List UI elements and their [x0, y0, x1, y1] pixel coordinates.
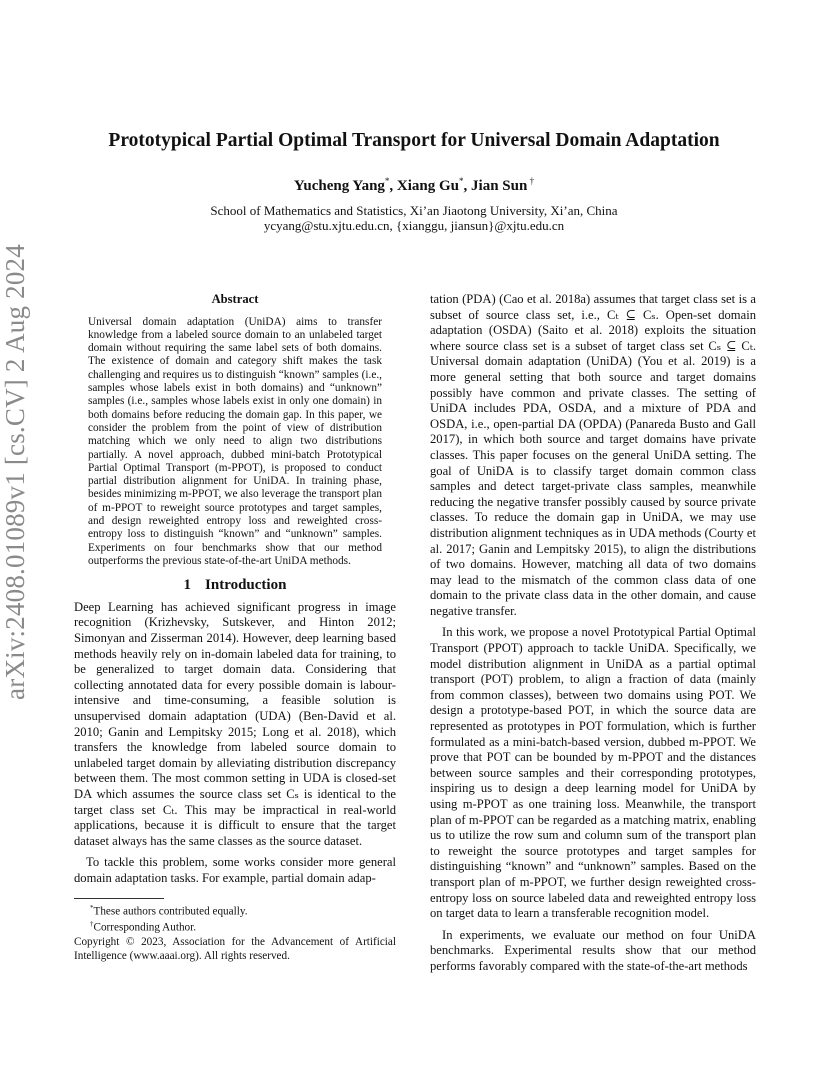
section-number: 1 — [183, 577, 192, 594]
equal-contribution-mark: * — [384, 176, 390, 186]
section-heading-introduction — [74, 578, 396, 594]
author-name: Xiang Gu — [396, 178, 460, 194]
abstract-heading: Abstract — [211, 292, 259, 306]
abstract-text: Universal domain adaptation (UniDA) aims to transfer knowledge from a labeled source domain to an unlabeled target domain without requiring the same label sets of both domains. The existence of domain and category shift makes the task challenging and requires us to distinguish “known” samples (i.e., samples whose labels exist in both domains) and “unknown” samples (i.e., samples whose labels exist in only one domain) in both domains before reducing the domain gap. In this paper, we consider the problem from the point of view of distribution matching which we only need to align two distributions partially. A novel approach, dubbed mini-batch Prototypical Partial Optimal Transport (m-PPOT), is proposed to conduct partial distribution alignment for UniDA. In training phase, besides minimizing m-PPOT, we also leverage the transport plan of m-PPOT to reweight source prototypes and target samples, and design reweighted entropy loss and reweighted cross-entropy loss to distinguish “known” and “unknown” samples. Experiments on four benchmarks show that our method outperforms the previous state-of-the-art UniDA methods. — [88, 315, 382, 567]
section-title: Introduction — [205, 577, 287, 594]
author-separator: , — [463, 178, 472, 194]
footnote-text: Corresponding Author. — [93, 922, 197, 935]
paragraph: In experiments, we evaluate our method on four UniDA benchmarks. Experimental results show that our method performs favorably compared with the state-of-the-art methods — [430, 927, 756, 973]
paragraph: tation (PDA) (Cao et al. 2018a) assumes that target class set is a subset of source class set, i.e., Cₜ ⊆ Cₛ. Open-set domain adaptation (OSDA) (Saito et al. 2018) exploits the situation where source class set is a subset of target class set Cₛ ⊆ Cₜ. Universal domain adaptation (UniDA) (You et al. 2019) is a more general setting that both source and target domains possibly have common and private classes. The setting of UniDA includes PDA, OSDA, and a mixture of PDA and OSDA, i.e., open-partial DA (OPDA) (Panareda Busto and Gall 2017), in which both source and target domains have private classes. This paper focuses on the general UniDA setting. The goal of UniDA is to classify target domain common class samples and detect target-private class samples, meanwhile reducing the negative transfer possibly caused by source private classes. To reduce the domain gap in UniDA, we may use distribution alignment techniques as in UDA methods (Courty et al. 2017; Ganin and Lempitsky 2015), to align the distributions of two domains. However, matching all data of two domains may lead to the mismatch of the common class data of one domain to the private class data in the other domain, and cause negative transfer. — [430, 292, 756, 618]
author-emails: ycyang@stu.xjtu.edu.cn, {xianggu, jiansun}@xjtu.edu.cn — [263, 218, 565, 233]
affiliation-block — [0, 203, 828, 233]
footnote-mark: † — [90, 920, 94, 929]
left-column — [74, 292, 396, 963]
paragraph: Deep Learning has achieved significant progress in image recognition (Krizhevsky, Sutskever, and Hinton 2012; Simonyan and Zisserman 2014). However, deep learning based methods heavily rely on in-domain labeled data for training, to be generalized to target domain data. Considering that collecting annotated data for every possible domain is labour-intensive and time-consuming, a feasible solution is unsupervised domain adaptation (UDA) (Ben-David et al. 2010; Ganin and Lempitsky 2015; Long et al. 2018), which transfers the knowledge from labeled source domain to unlabeled target domain by alleviating distribution discrepancy between them. The most common setting in UDA is closed-set DA which assumes the source class set Cₛ is identical to the target class set Cₜ. This may be impractical in real-world applications, because it is difficult to ensure that the target dataset always has the same classes as the source dataset. — [74, 599, 396, 848]
footnote — [74, 902, 396, 919]
footnotes — [74, 898, 396, 936]
footnote — [74, 918, 396, 935]
corresponding-author-mark: † — [527, 176, 535, 186]
footnote-mark: * — [90, 903, 94, 912]
equal-contribution-mark: * — [459, 176, 464, 186]
right-column — [430, 292, 756, 975]
paragraph: To tackle this problem, some works consider more general domain adaptation tasks. For example, partial domain adap- — [74, 855, 396, 885]
footnote-text: These authors contributed equally. — [93, 905, 248, 918]
copyright-notice: Copyright © 2023, Association for the Advancement of Artificial Intelligence (www.aaai.org). All rights reserved. — [74, 936, 396, 962]
affiliation: School of Mathematics and Statistics, Xi’an Jiaotong University, Xi’an, China — [210, 203, 618, 218]
paragraph: In this work, we propose a novel Prototypical Partial Optimal Transport (PPOT) approach to tackle UniDA. Specifically, we model distribution alignment in UniDA as a partial optimal transport (POT) problem, to align a fraction of data (mainly from common classes), between two domains using POT. We design a prototype-based POT, in which the source data are represented as prototypes in POT formulation, which is further formulated as a mini-batch-based version, dubbed m-PPOT. We prove that POT can be bounded by m-PPOT and the distances between source samples and their corresponding prototypes, inspiring us to design a deep learning model for UniDA by using m-PPOT as one training loss. Meanwhile, the transport plan of m-PPOT can be regarded as a matching matrix, enabling us to utilize the row sum and column sum of the transport plan to reweight the source prototypes and target samples for distinguishing “known” and “unknown” samples. Based on the transport plan of m-PPOT, we further design reweighted cross-entropy loss on source labeled data and reweighted entropy loss on target data to learn a transferable recognition model. — [430, 625, 756, 921]
author-name: Jian Sun — [471, 178, 528, 194]
footnote-divider — [74, 898, 164, 899]
author-separator: , — [389, 178, 397, 194]
author-list — [0, 176, 828, 195]
author-name: Yucheng Yang — [293, 178, 385, 194]
arxiv-identifier-stamp: arXiv:2408.01089v1 [cs.CV] 2 Aug 2024 — [0, 244, 30, 700]
paper-title: Prototypical Partial Optimal Transport for Universal Domain Adaptation — [108, 130, 720, 151]
